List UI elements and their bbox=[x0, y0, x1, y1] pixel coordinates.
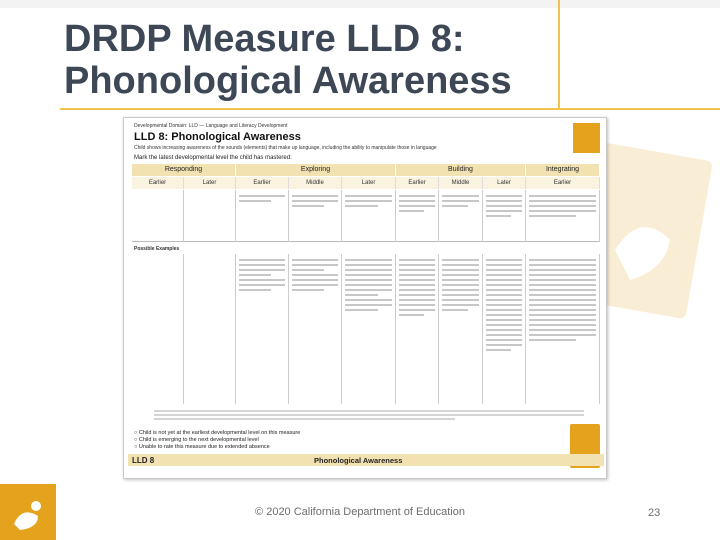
examples-cell bbox=[483, 254, 526, 404]
examples-cell bbox=[439, 254, 483, 404]
descriptor-cell bbox=[526, 190, 600, 242]
slide-title-line1: DRDP Measure LLD 8: bbox=[64, 18, 465, 60]
checkbox-label: Child is emerging to the next developmental level bbox=[138, 437, 259, 443]
doc-definition: Child shows increasing awareness of the sounds (elements) that make up language, including the ability to manipulate those in language bbox=[134, 145, 437, 151]
band-responding: Responding bbox=[132, 164, 236, 176]
descriptor-cell bbox=[132, 190, 184, 242]
examples-cell bbox=[526, 254, 600, 404]
doc-band-row bbox=[132, 164, 600, 176]
examples-cell bbox=[236, 254, 289, 404]
descriptor-cell bbox=[439, 190, 483, 242]
doc-examples-row bbox=[132, 254, 600, 404]
descriptor-cell bbox=[483, 190, 526, 242]
doc-bottom-measure-id: LLD 8 bbox=[132, 456, 155, 465]
doc-checkbox-unable: ○ Unable to rate this measure due to extended absence bbox=[134, 444, 270, 450]
descriptor-cell bbox=[236, 190, 289, 242]
band-exploring: Exploring bbox=[236, 164, 396, 176]
accent-rule-horizontal bbox=[60, 108, 720, 110]
band-integrating: Integrating bbox=[526, 164, 600, 176]
level-label: Middle bbox=[289, 177, 342, 189]
descriptor-cell bbox=[396, 190, 439, 242]
examples-cell bbox=[396, 254, 439, 404]
examples-cell bbox=[132, 254, 184, 404]
doc-corner-badge bbox=[573, 123, 600, 153]
examples-cell bbox=[184, 254, 236, 404]
level-label: Middle bbox=[439, 177, 483, 189]
level-label: Earlier bbox=[236, 177, 289, 189]
slide-top-bar bbox=[0, 0, 720, 8]
doc-bottom-measure-name: Phonological Awareness bbox=[314, 456, 403, 465]
checkbox-label: Unable to rate this measure due to extended absence bbox=[138, 444, 270, 450]
descriptor-cell bbox=[342, 190, 396, 242]
slide-page-number: 23 bbox=[648, 507, 661, 519]
band-building: Building bbox=[396, 164, 526, 176]
examples-cell bbox=[342, 254, 396, 404]
checkbox-label: Child is not yet at the earliest developmental level on this measure bbox=[138, 430, 301, 436]
doc-checkbox-not-yet: ○ Child is not yet at the earliest developmental level on this measure bbox=[134, 430, 301, 436]
level-label: Earlier bbox=[526, 177, 600, 189]
doc-descriptor-row bbox=[132, 190, 600, 242]
doc-footnote-text bbox=[154, 408, 584, 422]
slide-title-line2: Phonological Awareness bbox=[64, 60, 512, 102]
doc-checkbox-list bbox=[134, 430, 300, 451]
doc-instruction: Mark the latest developmental level the child has mastered: bbox=[134, 155, 292, 161]
doc-checkbox-emerging: ○ Child is emerging to the next developmental level bbox=[134, 437, 259, 443]
descriptor-cell bbox=[289, 190, 342, 242]
level-label: Earlier bbox=[132, 177, 184, 189]
descriptor-cell bbox=[184, 190, 236, 242]
doc-bottom-bar bbox=[128, 454, 604, 466]
level-label: Earlier bbox=[396, 177, 439, 189]
level-label: Later bbox=[483, 177, 526, 189]
doc-domain-line: Developmental Domain: LLD — Language and Literacy Development bbox=[134, 123, 288, 129]
level-label: Later bbox=[342, 177, 396, 189]
level-label: Later bbox=[184, 177, 236, 189]
doc-examples-label: Possible Examples bbox=[134, 246, 180, 252]
slide-footer-copyright: © 2020 California Department of Education bbox=[255, 506, 465, 518]
doc-measure-title: LLD 8: Phonological Awareness bbox=[134, 131, 301, 143]
drdp-measure-page-image bbox=[123, 117, 607, 479]
doc-level-row bbox=[132, 177, 600, 189]
examples-cell bbox=[289, 254, 342, 404]
slide-title bbox=[64, 18, 564, 102]
